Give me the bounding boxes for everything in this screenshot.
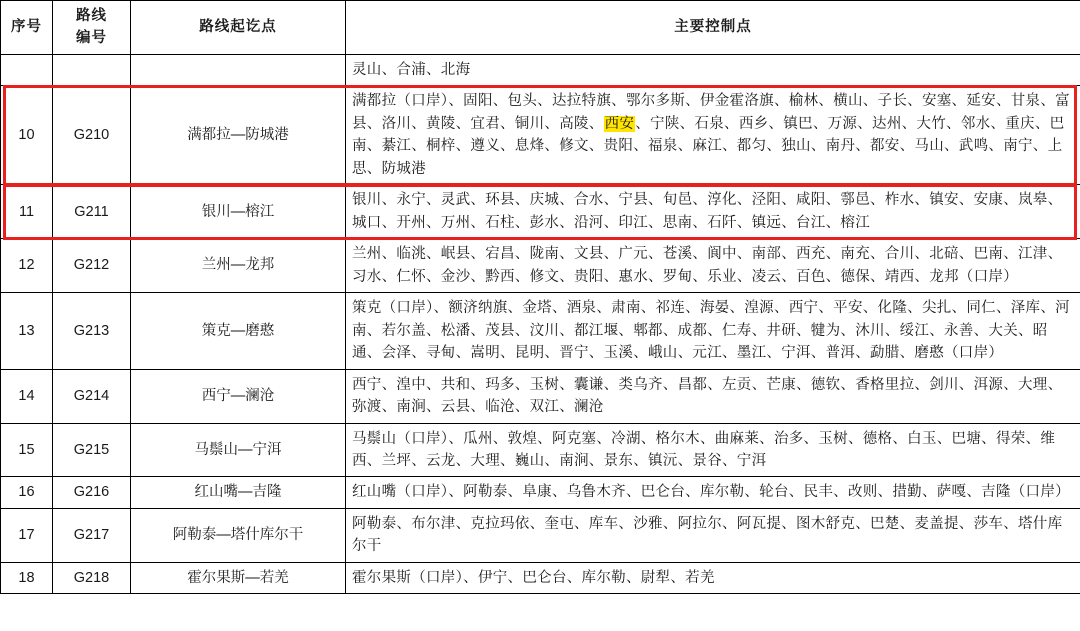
control-point-text: 银川、永宁、灵武、环县、庆城、合水、宁县、旬邑、淳化、泾阳、咸阳、鄠邑、柞水、镇安、安康、岚皋、城口、开州、万州、石柱、彭水、沿河、印江、思南、石阡、镇远、台江、榕江 — [352, 192, 1063, 231]
control-point-text: 兰州、临洮、岷县、宕昌、陇南、文县、广元、苍溪、阆中、南部、西充、南充、合川、北碚、巴南、江津、习水、仁怀、金沙、黔西、修文、贵阳、惠水、罗甸、乐业、凌云、百色、德保、靖西、龙邦（口岸） — [352, 246, 1063, 285]
column-header-route-code-line1: 路线 — [76, 8, 107, 24]
cell-endpoints — [131, 54, 346, 85]
cell-control-points — [346, 369, 1080, 423]
cell-endpoints: 策克—磨憨 — [131, 293, 346, 369]
cell-route-code: G210 — [53, 86, 131, 185]
cell-endpoints: 阿勒泰—塔什库尔干 — [131, 508, 346, 562]
control-point-text: 策克（口岸）、额济纳旗、金塔、酒泉、肃南、祁连、海晏、湟源、西宁、平安、化隆、尖扎、同仁、泽库、河南、若尔盖、松潘、茂县、汶川、都江堰、郫都、成都、仁寿、井研、犍为、沐川、绥江、永善、大关、昭通、会泽、寻甸、嵩明、昆明、晋宁、玉溪、峨山、元江、墨江、宁洱、普洱、勐腊、磨憨（口岸） — [352, 300, 1070, 362]
cell-route-code — [53, 54, 131, 85]
table-row — [1, 293, 1080, 369]
cell-endpoints: 霍尔果斯—若羌 — [131, 562, 346, 593]
cell-control-points — [346, 423, 1080, 477]
column-header-route-code — [53, 1, 131, 55]
table-row — [1, 86, 1080, 185]
cell-seq: 11 — [1, 185, 53, 239]
cell-seq: 10 — [1, 86, 53, 185]
control-point-text: 红山嘴（口岸）、阿勒泰、阜康、乌鲁木齐、巴仑台、库尔勒、轮台、民丰、改则、措勤、萨嘎、吉隆（口岸） — [352, 484, 1070, 501]
table-row — [1, 477, 1080, 508]
cell-route-code: G217 — [53, 508, 131, 562]
control-point-text: 西宁、湟中、共和、玛多、玉树、囊谦、类乌齐、昌都、左贡、芒康、德钦、香格里拉、剑川、洱源、大理、弥渡、南涧、云县、临沧、双江、澜沧 — [352, 376, 1063, 416]
column-header-endpoints: 路线起讫点 — [131, 1, 346, 55]
control-point-text: 满都拉（口岸）、固阳、包头、达拉特旗、鄂尔多斯、伊金霍洛旗、榆林、横山、子长、安塞、延安、甘泉、富县、洛川、黄陵、宜君、铜川、高陵、 — [352, 93, 1070, 132]
cell-control-points — [346, 239, 1080, 293]
cell-route-code: G216 — [53, 477, 131, 508]
table-header-row — [1, 1, 1080, 55]
column-header-seq: 序号 — [1, 1, 53, 55]
cell-seq: 15 — [1, 423, 53, 477]
table-body — [1, 54, 1080, 593]
cell-seq: 12 — [1, 239, 53, 293]
cell-route-code: G211 — [53, 185, 131, 239]
cell-endpoints: 红山嘴—吉隆 — [131, 477, 346, 508]
cell-endpoints: 银川—榕江 — [131, 185, 346, 239]
cell-control-points — [346, 508, 1080, 562]
cell-control-points — [346, 185, 1080, 239]
table-header — [1, 1, 1080, 55]
column-header-control-points: 主要控制点 — [346, 1, 1080, 55]
cell-endpoints: 满都拉—防城港 — [131, 86, 346, 185]
cell-seq: 14 — [1, 369, 53, 423]
cell-control-points — [346, 86, 1080, 185]
control-point-text: 阿勒泰、布尔津、克拉玛依、奎屯、库车、沙雅、阿拉尔、阿瓦提、图木舒克、巴楚、麦盖提、莎车、塔什库尔干 — [352, 515, 1063, 555]
cell-seq: 13 — [1, 293, 53, 369]
control-point-text: 、宁陕、石泉、西乡、镇巴、万源、达州、大竹、邻水、重庆、巴南、綦江、桐梓、遵义、息烽、修文、贵阳、福泉、麻江、都匀、独山、南丹、都安、马山、武鸣、南宁、上思、防城港 — [352, 115, 1065, 177]
cell-route-code: G213 — [53, 293, 131, 369]
cell-seq: 18 — [1, 562, 53, 593]
cell-endpoints: 兰州—龙邦 — [131, 239, 346, 293]
table-row — [1, 239, 1080, 293]
column-header-route-code-line2: 编号 — [76, 30, 107, 47]
table-row — [1, 185, 1080, 239]
cell-seq: 17 — [1, 508, 53, 562]
cell-route-code: G214 — [53, 369, 131, 423]
table-row — [1, 562, 1080, 593]
cell-control-points — [346, 477, 1080, 508]
table-row — [1, 508, 1080, 562]
cell-control-points: 灵山、合浦、北海 — [346, 54, 1080, 85]
cell-endpoints: 马鬃山—宁洱 — [131, 423, 346, 477]
control-point-text: 霍尔果斯（口岸）、伊宁、巴仑台、库尔勒、尉犁、若羌 — [352, 569, 715, 586]
table-row — [1, 369, 1080, 423]
table-row-partial-continued — [1, 54, 1080, 85]
cell-seq — [1, 54, 53, 85]
table-row — [1, 423, 1080, 477]
cell-control-points — [346, 293, 1080, 369]
highlighted-control-point: 西安 — [604, 115, 635, 132]
control-point-text: 马鬃山（口岸）、瓜州、敦煌、阿克塞、冷湖、格尔木、曲麻莱、治多、玉树、德格、白玉、巴塘、得荣、维西、兰坪、云龙、大理、巍山、南涧、景东、镇沅、景谷、宁洱 — [352, 430, 1056, 469]
cell-control-points — [346, 562, 1080, 593]
cell-route-code: G218 — [53, 562, 131, 593]
cell-route-code: G215 — [53, 423, 131, 477]
cell-endpoints: 西宁—澜沧 — [131, 369, 346, 423]
cell-route-code: G212 — [53, 239, 131, 293]
cell-seq: 16 — [1, 477, 53, 508]
